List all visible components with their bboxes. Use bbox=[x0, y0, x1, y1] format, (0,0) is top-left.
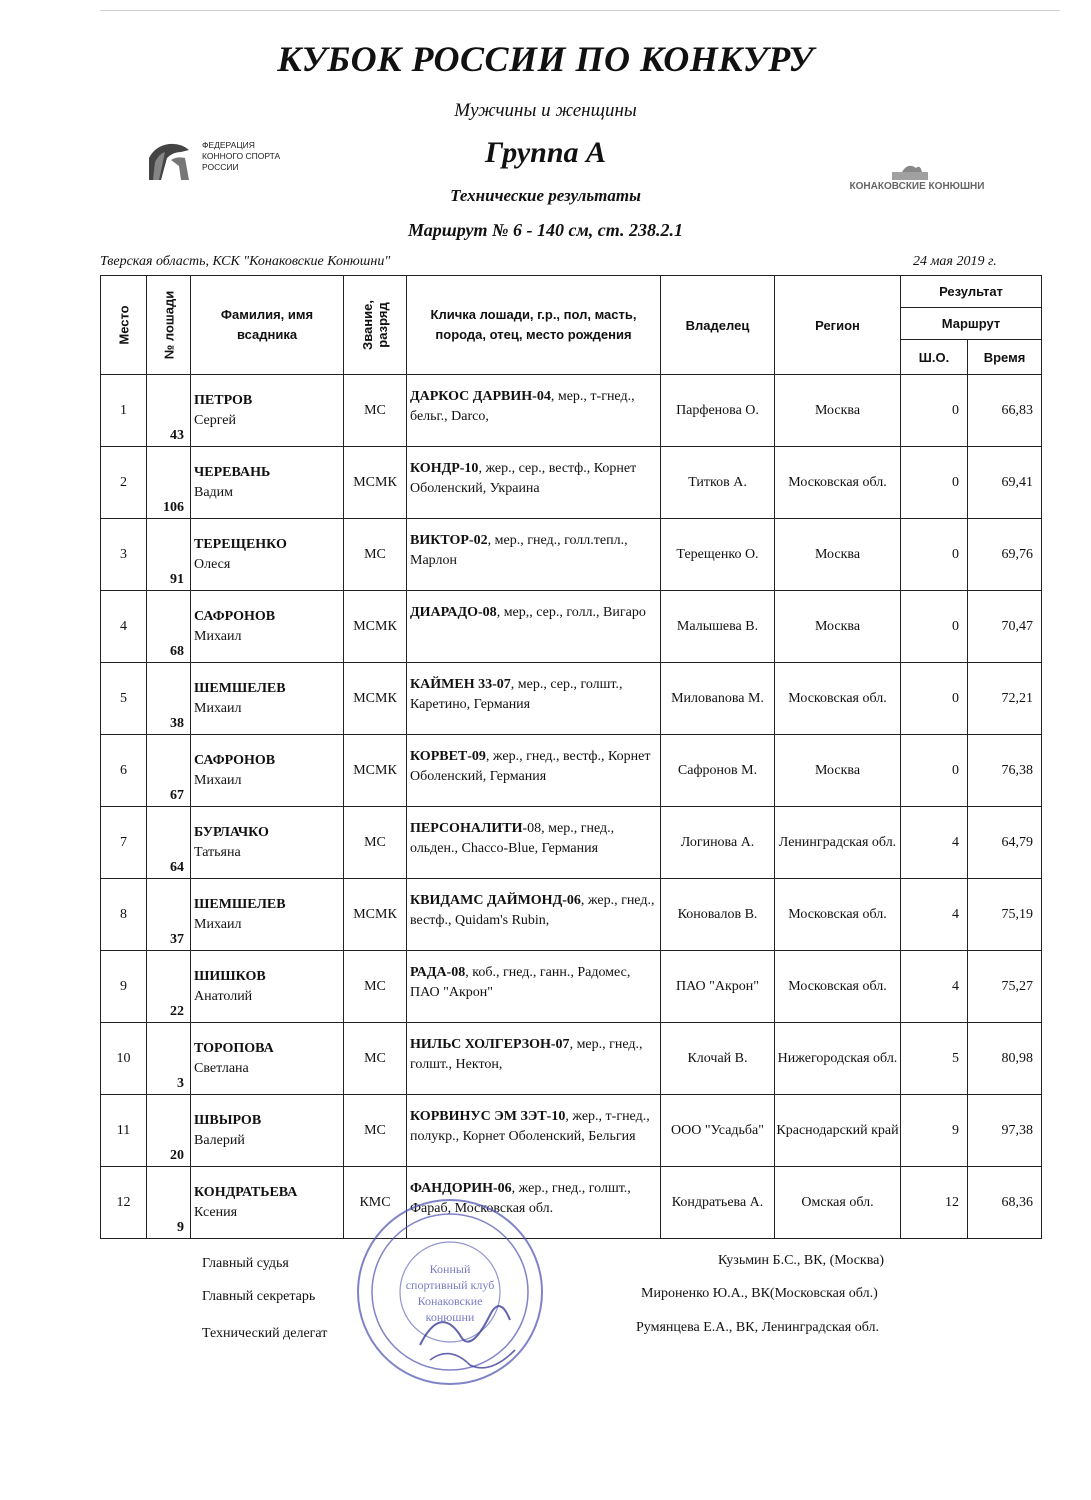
rider-name: Светлана bbox=[194, 1061, 249, 1076]
rider-surname: ШИШКОВ bbox=[194, 969, 266, 984]
rider-name: Ксения bbox=[194, 1205, 238, 1220]
cell-horse-number bbox=[147, 447, 191, 519]
horse-name: ВИКТОР-02 bbox=[410, 533, 488, 548]
cell-owner: Миловanова М. bbox=[661, 663, 775, 735]
horse-number: 106 bbox=[163, 500, 184, 515]
horse-info: , коб., гнед., ганн., Радомес, ПАО "Акрон" bbox=[410, 965, 631, 1000]
cell-place: 6 bbox=[101, 735, 147, 807]
horse-name: КВИДАМС ДАЙМОНД-06 bbox=[410, 893, 581, 908]
horse-name: РАДА-08 bbox=[410, 965, 466, 980]
horse-name: ФАНДОРИН-06 bbox=[410, 1181, 512, 1196]
table-row bbox=[101, 447, 1042, 519]
svg-text:спортивный клуб: спортивный клуб bbox=[405, 1278, 495, 1292]
chief-judge-label: Главный судья bbox=[202, 1256, 289, 1271]
horse-name: ПЕРСОНАЛИТИ bbox=[410, 821, 523, 836]
table-row bbox=[101, 663, 1042, 735]
cell-region: Москва bbox=[775, 735, 901, 807]
table-row bbox=[101, 1095, 1042, 1167]
horse-info: , жер., гнед., вестф., Quidam's Rubin, bbox=[410, 893, 655, 928]
results-body bbox=[101, 375, 1042, 1239]
cell-region: Московская обл. bbox=[775, 951, 901, 1023]
cell-penalties: 0 bbox=[901, 735, 968, 807]
cell-rank: МС bbox=[344, 807, 407, 879]
horse-name: ДАРКОС ДАРВИН-04 bbox=[410, 389, 551, 404]
club-stamp bbox=[350, 1195, 550, 1390]
cell-rider bbox=[191, 591, 344, 663]
cell-penalties: 5 bbox=[901, 1023, 968, 1095]
cell-time: 72,21 bbox=[968, 663, 1042, 735]
cell-rank: МСМК bbox=[344, 447, 407, 519]
cell-region: Ленинградская обл. bbox=[775, 807, 901, 879]
header-rider: Фамилия, имя всадника bbox=[191, 276, 344, 375]
cell-horse-number bbox=[147, 879, 191, 951]
rider-surname: ЧЕРЕВАНЬ bbox=[194, 465, 271, 480]
cell-time: 70,47 bbox=[968, 591, 1042, 663]
cell-horse bbox=[407, 951, 661, 1023]
header-owner: Владелец bbox=[661, 276, 775, 375]
cell-horse bbox=[407, 807, 661, 879]
cell-rider bbox=[191, 951, 344, 1023]
document-subtitle: Мужчины и женщины bbox=[454, 100, 637, 121]
rider-surname: БУРЛАЧКО bbox=[194, 825, 269, 840]
technical-delegate-label: Технический делегат bbox=[202, 1326, 328, 1341]
cell-horse-number bbox=[147, 663, 191, 735]
cell-rider bbox=[191, 1095, 344, 1167]
cell-owner: Кондратьева А. bbox=[661, 1167, 775, 1239]
rider-surname: ТЕРЕЩЕНКО bbox=[194, 537, 287, 552]
header-horse: Кличка лошади, г.р., пол, масть, порода, отец, место рождения bbox=[407, 276, 661, 375]
horse-number: 64 bbox=[170, 860, 184, 875]
cell-horse bbox=[407, 519, 661, 591]
table-row bbox=[101, 591, 1042, 663]
rider-name: Михаил bbox=[194, 701, 242, 716]
cell-owner: ПАО "Акрон" bbox=[661, 951, 775, 1023]
federation-logo-text bbox=[202, 140, 280, 173]
cell-time: 64,79 bbox=[968, 807, 1042, 879]
rider-name: Михаил bbox=[194, 917, 242, 932]
cell-owner: Титков А. bbox=[661, 447, 775, 519]
cell-region: Краснодарский край bbox=[775, 1095, 901, 1167]
header-result: Результат bbox=[901, 276, 1042, 308]
horse-info: , мер., т-гнед., бельг., Darco, bbox=[410, 389, 635, 424]
horse-number: 67 bbox=[170, 788, 184, 803]
logo-line-3: РОССИИ bbox=[202, 162, 239, 172]
cell-time: 68,36 bbox=[968, 1167, 1042, 1239]
cell-time: 76,38 bbox=[968, 735, 1042, 807]
cell-penalties: 0 bbox=[901, 375, 968, 447]
cell-rank: МСМК bbox=[344, 879, 407, 951]
cell-penalties: 9 bbox=[901, 1095, 968, 1167]
cell-horse bbox=[407, 375, 661, 447]
chief-judge-name: Кузьмин Б.С., ВК, (Москва) bbox=[718, 1253, 885, 1268]
table-row bbox=[101, 375, 1042, 447]
cell-horse bbox=[407, 447, 661, 519]
horse-name: НИЛЬС ХОЛГЕРЗОН-07 bbox=[410, 1037, 570, 1052]
rider-surname: САФРОНОВ bbox=[194, 753, 276, 768]
cell-place: 7 bbox=[101, 807, 147, 879]
cell-place: 3 bbox=[101, 519, 147, 591]
logo-line-1: ФЕДЕРАЦИЯ bbox=[202, 140, 255, 150]
horse-number: 37 bbox=[170, 932, 184, 947]
cell-penalties: 12 bbox=[901, 1167, 968, 1239]
horse-name: КОРВИНУС ЭМ ЗЭТ-10 bbox=[410, 1109, 566, 1124]
club-logo-image bbox=[842, 160, 992, 200]
event-date: 24 мая 2019 г. bbox=[913, 254, 997, 269]
cell-horse-number bbox=[147, 375, 191, 447]
table-row bbox=[101, 735, 1042, 807]
technical-delegate-name: Румянцева Е.А., ВК, Ленинградская обл. bbox=[636, 1320, 879, 1335]
horse-head-icon bbox=[145, 140, 200, 185]
logo-line-2: КОННОГО СПОРТА bbox=[202, 151, 281, 161]
horse-name: КОНДР-10 bbox=[410, 461, 479, 476]
stamp-seal-image bbox=[350, 1195, 550, 1390]
cell-rider bbox=[191, 1023, 344, 1095]
horse-info: , мер., гнед., голшт., Нектон, bbox=[410, 1037, 643, 1072]
header-horse-number: № лошади bbox=[147, 276, 191, 375]
cell-rank: МС bbox=[344, 1095, 407, 1167]
cell-rider bbox=[191, 375, 344, 447]
horse-info: , жер., сер., вестф., Корнет Оболенский, Украина bbox=[410, 461, 637, 496]
horse-number: 22 bbox=[170, 1004, 184, 1019]
rider-name: Валерий bbox=[194, 1133, 245, 1148]
rider-name: Михаил bbox=[194, 629, 242, 644]
horse-info: , мер., гнед., голл.тепл., Марлон bbox=[410, 533, 628, 568]
cell-place: 1 bbox=[101, 375, 147, 447]
table-row bbox=[101, 1023, 1042, 1095]
cell-rank: МС bbox=[344, 375, 407, 447]
cell-horse-number bbox=[147, 807, 191, 879]
cell-place: 9 bbox=[101, 951, 147, 1023]
cell-horse-number bbox=[147, 951, 191, 1023]
horse-info: , мер., сер., голшт., Каретино, Германия bbox=[410, 677, 623, 712]
cell-horse-number bbox=[147, 1023, 191, 1095]
cell-place: 10 bbox=[101, 1023, 147, 1095]
club-logo bbox=[842, 160, 992, 200]
rider-surname: ТОРОПОВА bbox=[194, 1041, 274, 1056]
event-location: Тверская область, КСК "Конаковские Конюшни" bbox=[100, 254, 391, 269]
chief-secretary-name: Мироненко Ю.А., ВК(Московская обл.) bbox=[641, 1286, 878, 1301]
cell-horse-number bbox=[147, 1167, 191, 1239]
rider-name: Анатолий bbox=[194, 989, 253, 1004]
document-title: КУБОК РОССИИ ПО КОНКУРУ bbox=[277, 39, 814, 79]
rider-name: Татьяна bbox=[194, 845, 241, 860]
cell-owner: Парфенова О. bbox=[661, 375, 775, 447]
cell-rider bbox=[191, 1167, 344, 1239]
cell-rank: МСМК bbox=[344, 735, 407, 807]
horse-name: КАЙМЕН 33-07 bbox=[410, 677, 511, 692]
rider-name: Вадим bbox=[194, 485, 234, 500]
cell-place: 8 bbox=[101, 879, 147, 951]
cell-owner: Клочай В. bbox=[661, 1023, 775, 1095]
horse-number: 43 bbox=[170, 428, 184, 443]
cell-region: Москва bbox=[775, 375, 901, 447]
cell-time: 66,83 bbox=[968, 375, 1042, 447]
cell-penalties: 4 bbox=[901, 951, 968, 1023]
cell-horse-number bbox=[147, 519, 191, 591]
cell-rank: МСМК bbox=[344, 663, 407, 735]
horse-number: 20 bbox=[170, 1148, 184, 1163]
cell-rider bbox=[191, 663, 344, 735]
cell-region: Московская обл. bbox=[775, 879, 901, 951]
cell-time: 97,38 bbox=[968, 1095, 1042, 1167]
cell-horse-number bbox=[147, 735, 191, 807]
club-logo-text: КОНАКОВСКИЕ КОНЮШНИ bbox=[849, 181, 985, 192]
rider-surname: ПЕТРОВ bbox=[194, 393, 253, 408]
cell-rider bbox=[191, 735, 344, 807]
horse-name: ДИАРАДО-08 bbox=[410, 605, 497, 620]
cell-horse bbox=[407, 735, 661, 807]
cell-penalties: 0 bbox=[901, 663, 968, 735]
cell-rider bbox=[191, 447, 344, 519]
chief-secretary-label: Главный секретарь bbox=[202, 1289, 316, 1304]
cell-horse bbox=[407, 1023, 661, 1095]
svg-text:конюшни: конюшни bbox=[425, 1310, 475, 1324]
cell-rank: КМС bbox=[344, 1167, 407, 1239]
horse-info: -08, мер., гнед., ольден., Chacco-Blue, Германия bbox=[410, 821, 615, 856]
top-rule bbox=[100, 10, 1060, 11]
cell-owner: Терещенко О. bbox=[661, 519, 775, 591]
horse-number: 9 bbox=[177, 1220, 184, 1235]
cell-rank: МС bbox=[344, 951, 407, 1023]
rider-name: Сергей bbox=[194, 413, 236, 428]
horse-number: 91 bbox=[170, 572, 184, 587]
cell-region: Нижегородская обл. bbox=[775, 1023, 901, 1095]
cell-region: Московская обл. bbox=[775, 447, 901, 519]
cell-region: Москва bbox=[775, 591, 901, 663]
header-rank: Звание, разряд bbox=[344, 276, 407, 375]
cell-rank: МСМК bbox=[344, 591, 407, 663]
horse-info: , жер., гнед., голшт., Фараб, Московская обл. bbox=[410, 1181, 631, 1216]
svg-text:Конный: Конный bbox=[429, 1262, 471, 1276]
cell-place: 12 bbox=[101, 1167, 147, 1239]
table-row bbox=[101, 1167, 1042, 1239]
technical-results-title: Технические результаты bbox=[450, 186, 641, 205]
cell-owner: Малышева В. bbox=[661, 591, 775, 663]
horse-number: 68 bbox=[170, 644, 184, 659]
horse-number: 3 bbox=[177, 1076, 184, 1091]
rider-name: Олеся bbox=[194, 557, 231, 572]
cell-time: 69,41 bbox=[968, 447, 1042, 519]
header-route: Маршрут bbox=[901, 308, 1042, 340]
rider-name: Михаил bbox=[194, 773, 242, 788]
cell-time: 69,76 bbox=[968, 519, 1042, 591]
cell-place: 4 bbox=[101, 591, 147, 663]
table-row bbox=[101, 519, 1042, 591]
cell-horse-number bbox=[147, 1095, 191, 1167]
cell-place: 2 bbox=[101, 447, 147, 519]
cell-rider bbox=[191, 519, 344, 591]
group-title: Группа А bbox=[484, 136, 607, 169]
table-row bbox=[101, 951, 1042, 1023]
horse-info: , жер., гнед., вестф., Корнет Оболенский, Германия bbox=[410, 749, 651, 784]
header-time: Время bbox=[968, 340, 1042, 375]
horse-name: КОРВЕТ-09 bbox=[410, 749, 486, 764]
rider-surname: ШЕМШЕЛЕВ bbox=[194, 897, 286, 912]
cell-rider bbox=[191, 807, 344, 879]
results-table bbox=[100, 275, 1042, 1239]
cell-rank: МС bbox=[344, 519, 407, 591]
cell-region: Московская обл. bbox=[775, 663, 901, 735]
cell-owner: Сафронов М. bbox=[661, 735, 775, 807]
cell-place: 5 bbox=[101, 663, 147, 735]
header-place: Место bbox=[101, 276, 147, 375]
cell-horse bbox=[407, 879, 661, 951]
cell-penalties: 0 bbox=[901, 447, 968, 519]
rider-surname: САФРОНОВ bbox=[194, 609, 276, 624]
cell-owner: ООО "Усадьба" bbox=[661, 1095, 775, 1167]
cell-time: 80,98 bbox=[968, 1023, 1042, 1095]
federation-logo bbox=[145, 140, 295, 185]
rider-surname: ШВЫРОВ bbox=[194, 1113, 262, 1128]
cell-time: 75,19 bbox=[968, 879, 1042, 951]
table-row bbox=[101, 879, 1042, 951]
rider-surname: ШЕМШЕЛЕВ bbox=[194, 681, 286, 696]
horse-number: 38 bbox=[170, 716, 184, 731]
cell-penalties: 4 bbox=[901, 879, 968, 951]
cell-time: 75,27 bbox=[968, 951, 1042, 1023]
cell-penalties: 4 bbox=[901, 807, 968, 879]
cell-horse-number bbox=[147, 591, 191, 663]
table-row bbox=[101, 807, 1042, 879]
cell-penalties: 0 bbox=[901, 519, 968, 591]
route-title: Маршрут № 6 - 140 см, ст. 238.2.1 bbox=[408, 220, 683, 240]
cell-penalties: 0 bbox=[901, 591, 968, 663]
header-penalties: Ш.О. bbox=[901, 340, 968, 375]
rider-surname: КОНДРАТЬЕВА bbox=[194, 1185, 298, 1200]
cell-horse bbox=[407, 591, 661, 663]
cell-rank: МС bbox=[344, 1023, 407, 1095]
horse-info: , мер,, сер., голл., Вигаро bbox=[496, 605, 646, 620]
cell-region: Омская обл. bbox=[775, 1167, 901, 1239]
horse-info: , жер., т-гнед., полукр., Корнет Оболенский, Бельгия bbox=[410, 1109, 650, 1144]
cell-horse bbox=[407, 1095, 661, 1167]
cell-region: Москва bbox=[775, 519, 901, 591]
cell-horse bbox=[407, 663, 661, 735]
cell-owner: Логинова А. bbox=[661, 807, 775, 879]
cell-place: 11 bbox=[101, 1095, 147, 1167]
header-region: Регион bbox=[775, 276, 901, 375]
cell-owner: Коновалов В. bbox=[661, 879, 775, 951]
svg-text:Конаковские: Конаковские bbox=[417, 1294, 483, 1308]
cell-rider bbox=[191, 879, 344, 951]
